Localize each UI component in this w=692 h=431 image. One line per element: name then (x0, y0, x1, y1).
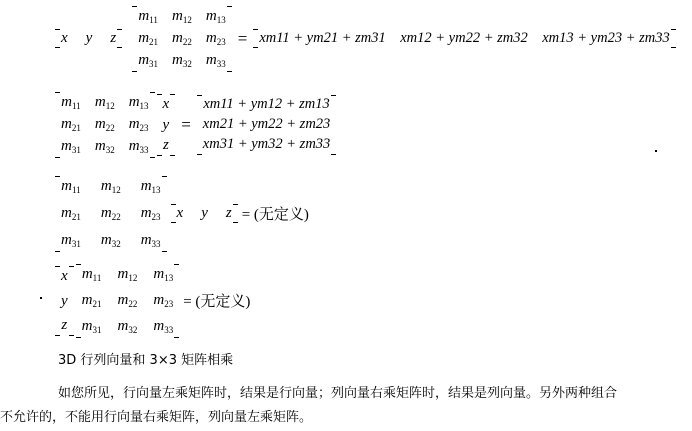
matrix-cell-index: 13 (151, 185, 161, 195)
matrix-cell (172, 52, 192, 70)
matrix-cell-letter: m (138, 8, 150, 24)
vector-y: y (85, 30, 93, 47)
equals-sign: = (181, 114, 191, 134)
matrix-cell (61, 94, 81, 112)
matrix-cell-index: 33 (216, 58, 226, 69)
vector-x: x (162, 96, 170, 113)
matrix-cell-letter: m (61, 231, 72, 248)
matrix-cell-index: 22 (182, 36, 192, 47)
result-column-vector (197, 95, 337, 155)
vector-z: z (110, 30, 117, 47)
matrix-cell-letter: m (61, 94, 72, 110)
matrix-cell-index: 32 (111, 238, 121, 249)
matrix-cell-letter: m (153, 266, 165, 282)
vector-z: z (225, 205, 232, 222)
matrix-cell (101, 205, 121, 223)
matrix-cell-letter: m (117, 266, 129, 282)
row-vector-xyz (171, 204, 238, 223)
matrix-cell-index: 31 (92, 324, 102, 335)
matrix-cell-letter: m (205, 29, 217, 46)
matrix-cell (206, 30, 226, 48)
vector-x: x (176, 205, 184, 222)
matrix-cell-letter: m (140, 204, 152, 221)
matrix-cell (61, 205, 81, 223)
matrix-cell (101, 178, 121, 196)
result-row-2: xm21 + ym22 + zm23 (202, 115, 331, 132)
matrix-cell-index: 22 (105, 122, 115, 133)
equation-matrix-times-row-vector (55, 176, 309, 252)
matrix-cell (61, 178, 81, 196)
matrix-cell-letter: m (172, 8, 183, 24)
matrix-cell-index: 23 (151, 211, 161, 222)
matrix-cell (129, 94, 149, 112)
body-paragraph (0, 382, 692, 430)
matrix-cell-index: 21 (149, 36, 159, 47)
matrix-cell-letter: m (140, 178, 152, 194)
vector-z: z (61, 317, 68, 334)
matrix-cell-letter: m (81, 291, 93, 308)
matrix-cell-index: 31 (71, 144, 81, 155)
result-row-3: xm31 + ym32 + zm33 (202, 135, 331, 152)
matrix-cell-letter: m (153, 291, 165, 308)
paragraph-line-1: 如您所见，行向量左乘矩阵时，结果是行向量；列向量右乘矩阵时，结果是列向量。另外两种组合 (58, 386, 618, 401)
matrix-cell-letter: m (117, 291, 129, 308)
matrix-cell (138, 52, 158, 70)
matrix-cell-letter: m (140, 231, 152, 248)
row-vector-xyz (55, 29, 122, 48)
matrix-cell-index: 12 (105, 101, 115, 111)
matrix-cell (61, 138, 81, 156)
matrix-cell-letter: m (94, 115, 106, 132)
matrix-cell (101, 232, 121, 250)
scan-speck (655, 150, 657, 152)
matrix-cell (129, 138, 149, 156)
matrix-cell (206, 52, 226, 70)
column-vector-xyz (157, 94, 176, 156)
matrix-cell-index: 21 (71, 122, 81, 133)
matrix-cell (129, 116, 149, 134)
matrix-cell (141, 178, 161, 196)
matrix-cell-letter: m (128, 94, 140, 110)
undefined-result: = (无定义) (241, 207, 309, 224)
matrix-cell-index: 32 (105, 144, 115, 155)
matrix-cell-index: 22 (128, 298, 138, 309)
matrix-cell-index: 11 (72, 185, 81, 195)
matrix-cell-letter: m (172, 51, 183, 68)
vector-x: x (61, 30, 68, 47)
matrix-m-eq4 (76, 264, 180, 338)
matrix-cell-letter: m (100, 178, 112, 194)
matrix-cell-index: 23 (164, 298, 174, 309)
matrix-cell-letter: m (94, 137, 106, 154)
equals-sign: = (237, 28, 248, 48)
matrix-cell-letter: m (61, 178, 72, 194)
matrix-cell (138, 8, 158, 26)
matrix-cell-letter: m (61, 204, 72, 221)
matrix-cell-index: 23 (216, 36, 226, 47)
scan-speck (40, 297, 42, 299)
matrix-cell-letter: m (128, 137, 140, 154)
matrix-cell-index: 13 (139, 101, 149, 111)
matrix-cell (153, 292, 173, 310)
matrix-cell-letter: m (100, 204, 112, 221)
vector-y: y (201, 205, 208, 222)
matrix-cell-index: 11 (92, 273, 102, 283)
matrix-cell-letter: m (153, 317, 165, 334)
matrix-cell (61, 116, 81, 134)
matrix-cell (206, 8, 226, 26)
matrix-cell-index: 33 (151, 238, 161, 249)
matrix-cell-index: 22 (111, 211, 121, 222)
matrix-cell (95, 94, 115, 112)
matrix-cell (118, 292, 138, 310)
matrix-m-eq2 (55, 92, 155, 158)
figure-caption: 3D 行列向量和 3×3 矩阵相乘 (58, 353, 234, 368)
equation-matrix-times-column-vector (55, 92, 336, 158)
matrix-cell (172, 8, 192, 26)
result-row-1: xm11 + ym12 + zm13 (203, 95, 330, 112)
matrix-cell-index: 33 (139, 144, 149, 155)
matrix-cell (82, 292, 102, 310)
matrix-cell-letter: m (205, 8, 217, 24)
matrix-cell (153, 266, 173, 284)
matrix-cell (141, 205, 161, 223)
matrix-cell (118, 318, 138, 336)
matrix-cell-index: 13 (164, 273, 174, 283)
column-vector-xyz (55, 266, 74, 336)
matrix-cell (61, 232, 81, 250)
matrix-cell-index: 33 (164, 324, 174, 335)
vector-x: x (61, 268, 68, 285)
matrix-cell-letter: m (100, 231, 112, 248)
vector-y: y (162, 116, 170, 133)
matrix-cell-index: 21 (71, 211, 81, 222)
matrix-cell-letter: m (117, 317, 129, 334)
matrix-cell-letter: m (61, 137, 72, 154)
matrix-cell (95, 138, 115, 156)
matrix-cell-letter: m (94, 94, 106, 110)
matrix-cell (153, 318, 173, 336)
matrix-cell (141, 232, 161, 250)
matrix-cell (95, 116, 115, 134)
matrix-cell (172, 30, 192, 48)
matrix-cell-index: 12 (182, 15, 192, 25)
result-text: xm11 + ym21 + zm31 xm12 + ym22 + zm32 xm13 + ym23 + zm33 (259, 30, 670, 47)
matrix-cell-index: 23 (139, 122, 149, 133)
paragraph-line-2: 不允许的，不能用行向量右乘矩阵，列向量左乘矩阵。 (0, 410, 313, 425)
matrix-cell-letter: m (128, 115, 140, 132)
matrix-cell-index: 13 (216, 15, 226, 25)
matrix-cell-index: 12 (111, 185, 121, 195)
equation-row-vector-times-matrix (55, 6, 676, 72)
matrix-cell-letter: m (138, 51, 150, 68)
equation-column-vector-times-matrix (55, 264, 250, 338)
matrix-cell-letter: m (205, 51, 217, 68)
matrix-cell-index: 12 (128, 273, 138, 283)
matrix-cell-index: 21 (92, 298, 102, 309)
matrix-cell-letter: m (61, 115, 72, 132)
matrix-cell (82, 266, 102, 284)
vector-y: y (61, 292, 68, 309)
matrix-cell-index: 32 (128, 324, 138, 335)
result-row-vector (253, 29, 675, 48)
matrix-cell-letter: m (81, 266, 93, 282)
matrix-cell (118, 266, 138, 284)
vector-z: z (162, 137, 169, 154)
matrix-cell-index: 31 (149, 58, 159, 69)
matrix-cell (138, 30, 158, 48)
matrix-cell-index: 32 (182, 58, 192, 69)
undefined-result: = (无定义) (183, 294, 251, 311)
matrix-cell-letter: m (172, 29, 183, 46)
matrix-m-eq1 (132, 6, 232, 72)
matrix-cell-index: 11 (72, 101, 81, 111)
matrix-m-eq3 (55, 176, 167, 252)
matrix-cell-letter: m (81, 317, 93, 334)
matrix-cell (82, 318, 102, 336)
matrix-cell-letter: m (138, 29, 150, 46)
matrix-cell-index: 11 (149, 15, 158, 25)
matrix-cell-index: 31 (71, 238, 81, 249)
